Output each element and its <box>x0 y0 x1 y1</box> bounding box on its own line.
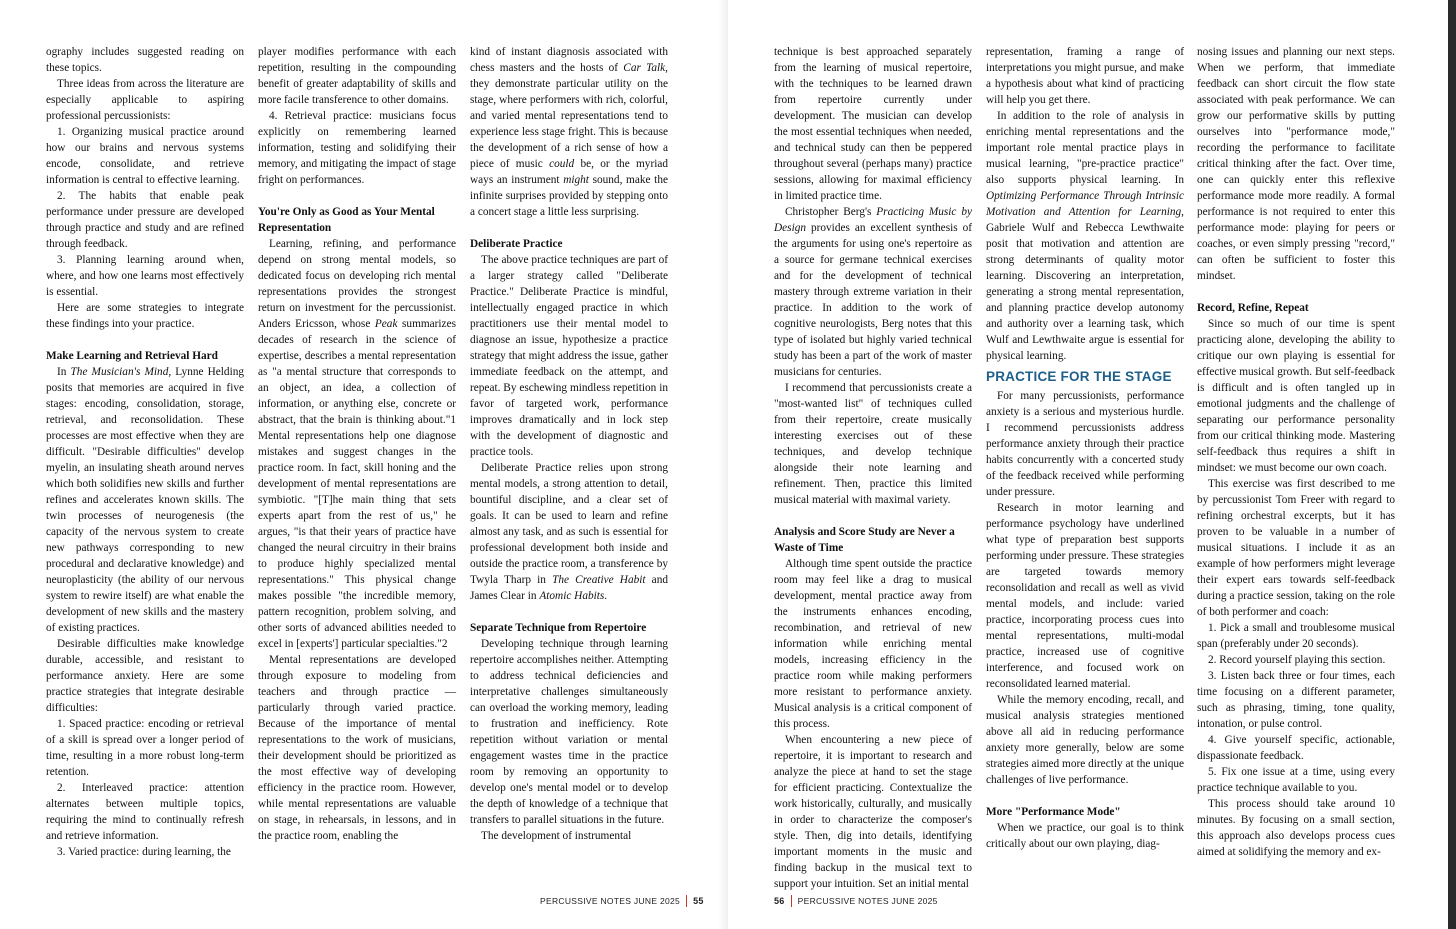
journal-name: PERCUSSIVE NOTES JUNE 2025 <box>540 896 681 906</box>
column-3 <box>470 44 668 844</box>
list-item: 4. Give yourself specific, actionable, dispassionate feedback. <box>1197 734 1395 762</box>
list-item: 2. The habits that enable peak performance under pressure are developed through practice and study and are refined through feedback. <box>46 190 244 250</box>
column-6 <box>1197 44 1395 860</box>
paragraph: Although time spent outside the practice room may feel like a drag to musical development, mental practice away from the instruments enhances encoding, recombination, and retrieval of new information while enriching mental models, increasing efficiency in the practice room while making performers more resistant to performance anxiety. Musical analysis is a critical component of this process. <box>774 558 972 730</box>
list-item: 3. Varied practice: during learning, the <box>57 846 231 858</box>
paragraph: Learning, refining, and performance depend on strong mental models, so dedicated focus on developing rich mental representations provides the strongest return on investment for the percussionist. Anders Ericsson, whose Peak summarizes decades of research in the science of expertise, describes a mental representation as "a mental structure that corresponds to an object, an idea, a collection of information, or anything else, concrete or abstract, that the brain is thinking about."1 Mental representations help one diagnose mistakes and suggest changes in the practice room. In fact, skill honing and the development of mental representations are symbiotic. "[T]he main thing that sets experts apart from the rest of us," he argues, "is that their years of practice have changed the neural circuitry in their brains to produce highly specialized mental representations." This physical change makes possible "the incredible memory, pattern recognition, problem solving, and other sorts of advanced abilities needed to excel in [experts'] particular specialties."2 <box>258 238 456 650</box>
paragraph: Christopher Berg's Practicing Music by Design provides an excellent synthesis of the arguments for using one's repertoire as a source for germane technical exercises and for the development of technical mastery through extreme variation in their practice. In addition to the work of cognitive neurologists, Berg notes that this type of isolated but highly varied technical study has been a part of the work of master musicians for centuries. <box>774 206 972 378</box>
page-number: 56 <box>774 896 785 906</box>
footer-rule <box>791 895 792 907</box>
paragraph: I recommend that percussionists create a "most-wanted list" of techniques culled from their repertoire, create musically interesting exercises out of these techniques, and develop technique alongside their note learning and refinement. Then, practice this limited musical material with maximal variety. <box>774 382 972 506</box>
subheading-mental-representation: You're Only as Good as Your Mental Representation <box>258 206 435 234</box>
paragraph: Research in motor learning and performance psychology have underlined what type of preparation best supports performing under pressure. These strategies are targeted towards memory reconsolidation and recall as well as vivid mental models, and include: varied practice, incorporating process cues into mental representations, multi-modal practice, increased use of cognitive interference, and focused work on reconsolidated learned material. <box>986 502 1184 690</box>
right-page <box>728 0 1448 929</box>
paragraph: In addition to the role of analysis in enriching mental representations and the important role mental practice plays in musical learning, "pre-practice practice" also supports physical learning. In Optimizing Performance Through Intrinsic Motivation and Attention for Learning, Gabriele Wulf and Rebecca Lewthwaite posit that motivation and attention are strong determinants of quality motor learning. Discovering an interpretation, generating a strong mental representation, and planning practice develop autonomy and authority over a learning task, which Wulf and Lewthwaite argue is essential for physical learning. <box>986 110 1184 362</box>
subheading-learning-retrieval: Make Learning and Retrieval Hard <box>46 350 218 362</box>
paragraph: Developing technique through learning repertoire accomplishes neither. Attempting to address technical deficiencies and interpretative challenges simultaneously can overload the working memory, leading to frustration and inefficiency. Rote repetition without variation or mental engagement wastes time in the practice room by removing an opportunity to develop one's mental model or to develop the depth of knowledge of a technique that transfers to parallel situations in the future. <box>470 638 668 826</box>
paragraph: nosing issues and planning our next steps. When we perform, that immediate feedback can short circuit the flow state associated with peak performance. We can grow our performative skills by putting ourselves into "performance mode," recording the performance to facilitate critical thinking after the fact. Over time, one can quickly enter this reflexive performance mode more readily. A formal performance is not required to enter this performance mode: playing for peers or coaches, or even simply pressing "record," can often be sufficient to foster this mindset. <box>1197 46 1395 282</box>
paragraph: When encountering a new piece of repertoire, it is important to research and analyze the piece at hand to set the stage for efficient practicing. Contextualize the work historically, culturally, and musically in order to characterize the composer's style. Then, dig into details, identifying important moments in the music and finding backup in the musical text to support your intuition. Set an initial mental <box>774 734 972 890</box>
list-item: 1. Spaced practice: encoding or retrieval of a skill is spread over a longer period of time, resulting in a more robust long-term retention. <box>46 718 244 778</box>
list-item: 2. Record yourself playing this section. <box>1208 654 1386 666</box>
paragraph: ography includes suggested reading on these topics. <box>46 46 244 74</box>
subheading-record-refine-repeat: Record, Refine, Repeat <box>1197 302 1309 314</box>
column-2 <box>258 44 456 844</box>
list-item: 5. Fix one issue at a time, using every practice technique available to you. <box>1197 766 1395 794</box>
paragraph: player modifies performance with each repetition, resulting in the compounding benefit of greater adaptability of skills and more facile transference to other domains. <box>258 46 456 106</box>
list-item: 1. Organizing musical practice around how our brains and nervous systems encode, consolidate, and retrieve information is central to effective learning. <box>46 126 244 186</box>
paragraph: In The Musician's Mind, Lynne Helding posits that memories are acquired in five stages: encoding, consolidation, storage, retrieval, and reconsolidation. These processes are most effective when they are difficult. "Desirable difficulties" develop myelin, an insulating sheath around nerves which both solidifies new skills and further refines and accelerates known skills. The twin processes of neurogenesis (the capacity of the nervous system to create new pathways corresponding to new procedural and declarative knowledge) and neuroplasticity (the ability of our nervous system to rewire itself) are what enable the development of new skills and the mastery of existing practices. <box>46 366 245 634</box>
footer-rule <box>686 895 687 907</box>
paragraph: technique is best approached separately from the learning of musical repertoire, with the techniques to be learned drawn from repertoire currently under development. The musician can develop the most essential techniques when needed, and technical study can then be peppered throughout several (perhaps many) practice sessions, allowing for maximal efficiency in limited practice time. <box>774 46 972 202</box>
column-4 <box>774 44 972 892</box>
column-1 <box>46 44 244 860</box>
paragraph: kind of instant diagnosis associated with chess masters and the hosts of Car Talk, they demonstrate particular utility on the stage, where performers with rich, colorful, and varied mental representations tend to experience less stage fright. This is because the development of a rich sense of how a piece of music could be, or the myriad ways an instrument might sound, make the infinite surprises provided by stepping onto a concert stage a little less surprising. <box>470 46 669 218</box>
journal-name: PERCUSSIVE NOTES JUNE 2025 <box>797 896 938 906</box>
paragraph: When we practice, our goal is to think critically about our own playing, diag- <box>986 822 1184 850</box>
subheading-performance-mode: More "Performance Mode" <box>986 806 1121 818</box>
paragraph: While the memory encoding, recall, and musical analysis strategies mentioned above all aid in reducing performance anxiety more generally, below are some strategies aimed more directly at the unique challenges of live performance. <box>986 694 1184 786</box>
list-item: 3. Planning learning around when, where, and how one learns most effectively is essential. <box>46 254 244 298</box>
paragraph: representation, framing a range of interpretations you might pursue, and make a hypothesis about what kind of practicing will help you get there. <box>986 46 1184 106</box>
subheading-separate-technique: Separate Technique from Repertoire <box>470 622 647 634</box>
screen-edge <box>1448 0 1456 929</box>
paragraph: Deliberate Practice relies upon strong mental models, a strong attention to detail, bountiful discipline, and a clear set of goals. It can be used to learn and refine almost any task, and as such is essential for professional development both inside and outside the practice room, a transference by Twyla Tharp in The Creative Habit and James Clear in Atomic Habits. <box>470 462 668 602</box>
paragraph: This process should take around 10 minutes. By focusing on a small section, this approach also develops process cues aimed at solidifying the memory and ex- <box>1197 798 1395 858</box>
column-5 <box>986 44 1184 852</box>
list-item: 1. Pick a small and troublesome musical span (preferably under 20 seconds). <box>1197 622 1395 650</box>
list-item: 3. Listen back three or four times, each time focusing on a different parameter, such as phrasing, timing, tone quality, intonation, or pulse control. <box>1197 670 1395 730</box>
paragraph: Desirable difficulties make knowledge durable, accessible, and resistant to performance anxiety. Here are some practice strategies that integrate desirable difficulties: <box>46 638 244 714</box>
list-item: 4. Retrieval practice: musicians focus explicitly on remembering learned information, testing and solidifying their memory, and mitigating the impact of stage fright on performances. <box>258 110 456 186</box>
paragraph: The above practice techniques are part of a larger strategy called "Deliberate Practice." Deliberate Practice is mindful, intellectually engaged practice in which practitioners use their mental model to diagnose an issue, hypothesize a practice strategy that might address the issue, gather immediate feedback on the attempt, and repeat. By eschewing mindless repetition in favor of targeted work, performance improves dramatically and in lock step with the development of diagnostic and practice tools. <box>470 254 668 458</box>
paragraph: The development of instrumental <box>481 830 632 842</box>
section-heading-practice-for-the-stage: PRACTICE FOR THE STAGE <box>986 369 1172 384</box>
paragraph: Here are some strategies to integrate these findings into your practice. <box>46 302 244 330</box>
page-number: 55 <box>693 896 704 906</box>
list-item: 2. Interleaved practice: attention alternates between multiple topics, requiring the mind to continually refresh and retrieve information. <box>46 782 244 842</box>
paragraph: This exercise was first described to me by percussionist Tom Freer with regard to refining orchestral excerpts, but it has proven to be valuable in a number of musical situations. I include it as an example of how performers might leverage their expert ears towards self-feedback during a practice session, taking on the role of both performer and coach: <box>1197 478 1395 618</box>
paragraph: Mental representations are developed through exposure to modeling from teachers and through practice — particularly through varied practice. Because of the importance of mental representations to the work of musicians, their development should be prioritized as the most effective way of developing efficiency in the practice room. However, while mental representations are valuable on stage, in rehearsals, in lessons, and in the practice room, enabling the <box>258 654 456 842</box>
paragraph: For many percussionists, performance anxiety is a serious and mysterious hurdle. I recommend percussionists address performance anxiety through their practice habits concurrently with a concerted study of the feedback received while performing under pressure. <box>986 390 1184 498</box>
paragraph: Since so much of our time is spent practicing alone, developing the ability to critique our own playing is essential for effective musical growth. But self-feedback is difficult and is often tangled up in emotional judgments and the challenge of separating our performance personality from our critical thinking mode. Mastering self-feedback thus requires a shift in mindset: we must become our own coach. <box>1197 318 1395 474</box>
page-footer-left <box>540 895 704 907</box>
subheading-deliberate-practice: Deliberate Practice <box>470 238 563 250</box>
subheading-analysis-score-study: Analysis and Score Study are Never a Waste of Time <box>774 526 955 554</box>
page-footer-right <box>774 895 938 907</box>
paragraph: Three ideas from across the literature are especially applicable to aspiring professional percussionists: <box>46 78 244 122</box>
